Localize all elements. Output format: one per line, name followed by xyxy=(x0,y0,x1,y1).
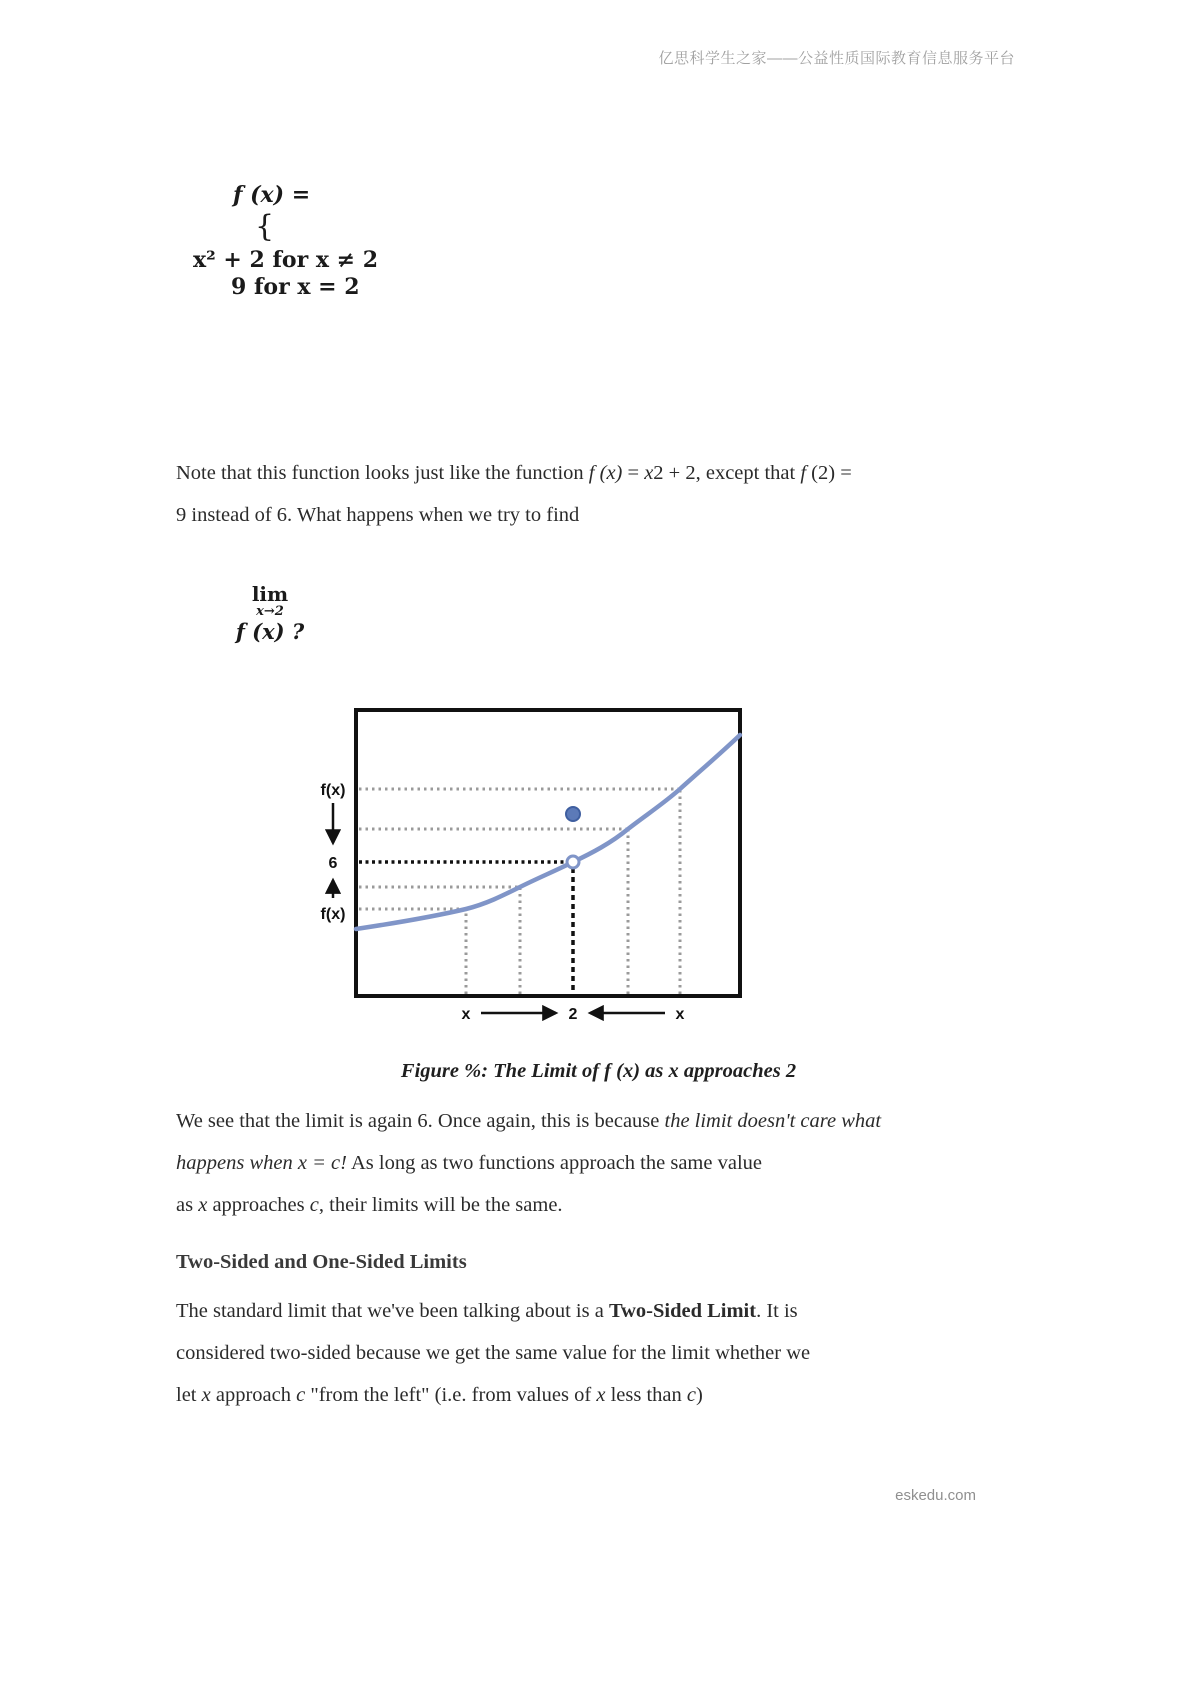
text-run: . It is xyxy=(756,1300,798,1322)
paragraph-two-sided xyxy=(176,1290,1036,1416)
math-var: c xyxy=(309,1194,319,1217)
math-var: c xyxy=(686,1384,696,1407)
formula-case-2: 9 for x = 2 xyxy=(231,274,360,301)
limit-graph xyxy=(300,702,760,1032)
piecewise-function-formula xyxy=(185,182,378,302)
math-var: c xyxy=(296,1384,306,1407)
math-var: x xyxy=(596,1384,606,1407)
text-run: , their limits will be the same. xyxy=(318,1194,563,1217)
text-run: as xyxy=(176,1194,199,1217)
page-footer xyxy=(895,1487,976,1504)
text-run: let xyxy=(176,1384,202,1407)
emphasis-run: the limit doesn't care what xyxy=(664,1110,882,1132)
formula-brace: { xyxy=(255,209,275,244)
label-x-right: x xyxy=(675,1006,685,1023)
text-run: ) xyxy=(695,1384,703,1407)
figure-caption: Figure %: The Limit of f (x) as x approaches 2 xyxy=(400,1060,797,1082)
text-run: less than xyxy=(605,1384,687,1407)
section-heading: Two-Sided and One-Sided Limits xyxy=(176,1251,467,1273)
formula-case-1: x² + 2 for x ≠ 2 xyxy=(193,246,379,273)
text-run: The standard limit that we've been talking about is a xyxy=(176,1300,609,1322)
label-fx-bottom: f(x) xyxy=(320,906,346,923)
footer-site-url: eskedu.com xyxy=(895,1487,976,1504)
math-var: x xyxy=(198,1194,208,1217)
limit-operator: lim xyxy=(251,582,289,606)
formula-lhs: f (x) = xyxy=(233,182,311,208)
text-run: approaches xyxy=(207,1194,310,1217)
paragraph-limit-explanation xyxy=(176,1100,1036,1226)
text-run: (2) = xyxy=(811,462,852,484)
bold-term: Two-Sided Limit xyxy=(608,1300,757,1322)
text-run: = xyxy=(622,462,645,484)
math-var: x xyxy=(201,1384,211,1407)
header-site-title: 亿思科学生之家——公益性质国际教育信息服务平台 xyxy=(658,50,1015,67)
limit-expression: f (x) ? xyxy=(235,619,305,645)
math-var: x xyxy=(644,462,654,484)
text-run: 2 + 2, except that xyxy=(653,462,801,484)
text-run: "from the left" (i.e. from values of xyxy=(305,1384,597,1407)
paragraph-note xyxy=(176,452,1036,536)
label-x-left: x xyxy=(461,1006,471,1023)
discontinuity-point xyxy=(566,807,580,821)
math-var: f (x) xyxy=(588,462,623,484)
math-var: f xyxy=(800,462,812,484)
page-header xyxy=(658,47,1015,68)
text-run: approach xyxy=(210,1384,297,1407)
label-six: 6 xyxy=(328,855,338,872)
text-run: As long as two functions approach the same value xyxy=(346,1152,762,1175)
limit-subscript: x→2 xyxy=(256,604,284,619)
limit-graph-figure xyxy=(300,702,760,1037)
text-run: Note that this function looks just like the function xyxy=(176,462,589,484)
label-fx-top: f(x) xyxy=(320,782,346,799)
text-run: We see that the limit is again 6. Once again, this is because xyxy=(176,1110,665,1132)
graph-frame xyxy=(356,710,740,996)
limit-formula xyxy=(232,584,308,644)
label-two: 2 xyxy=(568,1006,578,1023)
text-run: considered two-sided because we get the same value for the limit whether we xyxy=(176,1342,811,1365)
open-point-at-limit xyxy=(567,856,579,868)
text-run: 9 instead of 6. What happens when we try to find xyxy=(176,504,580,527)
emphasis-run: happens when x = c! xyxy=(176,1152,347,1175)
